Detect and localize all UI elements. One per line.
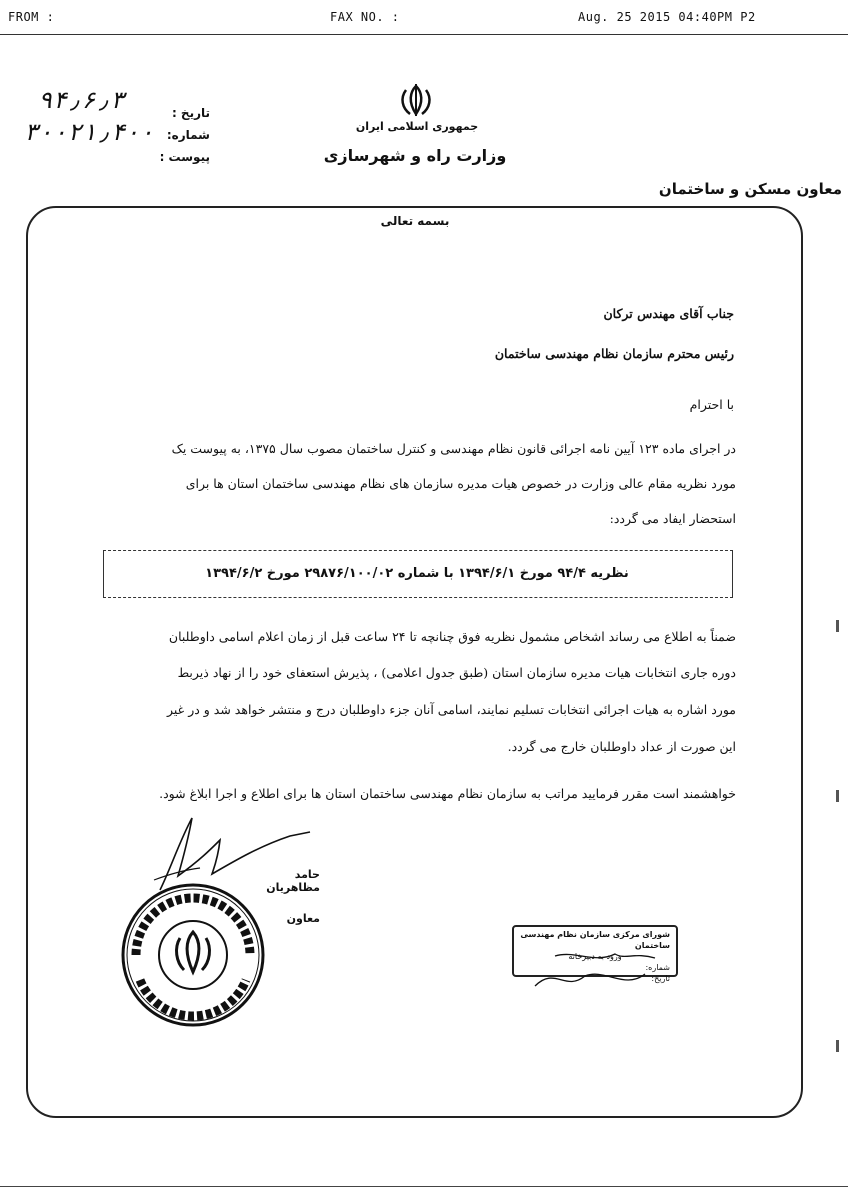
fax-date-time: Aug. 25 2015 04:40PM P2 xyxy=(578,10,756,24)
signer-title: معاون xyxy=(286,912,320,925)
ministry-name: وزارت راه و شهرسازی xyxy=(323,146,507,165)
date-label: تاریخ : xyxy=(171,106,210,120)
handwritten-date: ۹۴٫۶٫۳ xyxy=(38,86,125,114)
fax-edge-mark xyxy=(836,790,839,802)
addressee-title: رئیس محترم سازمان نظام مهندسی ساختمان xyxy=(494,346,734,361)
paragraph-1-line-3: استحضار ایفاد می گردد: xyxy=(609,511,736,526)
paragraph-1-line-2: مورد نظریه مقام عالی وزارت در خصوص هیات مدیره سازمان های نظام مهندسی ساختمان استان ها برای xyxy=(185,476,736,491)
iran-emblem-icon xyxy=(396,82,436,118)
handwritten-number: ۳۰۰۲۱٫۴۰۰ xyxy=(24,118,155,146)
paragraph-2-line-1: ضمناً به اطلاع می رساند اشخاص مشمول نظریه فوق چنانچه تا ۲۴ ساعت قبل از زمان اعلام اسامی داوطلبان xyxy=(168,629,736,644)
paragraph-2-line-3: مورد اشاره به هیات اجرائی انتخابات تسلیم نمایند، اسامی آنان جزء داوطلبان درج و منتشر خواهد شد و در غیر xyxy=(167,702,736,717)
number-label: شماره: xyxy=(166,128,210,142)
paragraph-2-line-4: این صورت از عداد داوطلبان خارج می گردد. xyxy=(507,739,736,754)
paragraph-1-line-1: در اجرای ماده ۱۲۳ آیین نامه اجرائی قانون نظام مهندسی و کنترل ساختمان مصوب سال ۱۳۷۵، به پیوست یک xyxy=(171,441,736,456)
attachment-label: پیوست : xyxy=(159,150,210,164)
fax-from: FROM : xyxy=(8,10,55,24)
top-rule xyxy=(0,34,848,35)
reference-text: نظریه ۹۴/۴ مورخ ۱۳۹۴/۶/۱ با شماره ۲۹۸۷۶/۱۰۰/۰۲ مورخ ۱۳۹۴/۶/۲ xyxy=(205,566,629,581)
fax-number-label: FAX NO. : xyxy=(330,10,400,24)
closing-request: خواهشمند است مقرر فرمایید مراتب به سازمان نظام مهندسی ساختمان استان ها برای اطلاع و اجرا ابلاغ شود. xyxy=(159,786,736,801)
bottom-rule xyxy=(0,1186,848,1187)
addressee-name: جناب آقای مهندس ترکان xyxy=(603,306,734,321)
received-stamp-subtitle: ورود به دبیرخانه xyxy=(568,952,622,961)
paragraph-2-line-2: دوره جاری انتخابات هیات مدیره سازمان استان (طبق جدول اعلامی) ، پذیرش استعفای خود را از نهاد ذیربط xyxy=(177,665,736,680)
invocation: بسمه تعالی xyxy=(380,214,450,228)
signer-name: حامد مظاهریان xyxy=(266,868,320,894)
fax-edge-mark xyxy=(836,1040,839,1052)
stamp-handwriting-icon xyxy=(515,946,675,996)
fax-edge-mark xyxy=(836,620,839,632)
official-seal-icon xyxy=(118,880,268,1030)
received-stamp-title: شورای مرکزی سازمان نظام مهندسی ساختمان xyxy=(520,930,670,950)
received-stamp-number-label: شماره: xyxy=(645,963,670,972)
salutation: با احترام xyxy=(689,397,734,412)
deputy-name: معاون مسکن و ساختمان xyxy=(658,180,842,198)
received-stamp-date-label: تاریخ: xyxy=(651,974,670,983)
country-name: جمهوری اسلامی ایران xyxy=(355,120,479,133)
